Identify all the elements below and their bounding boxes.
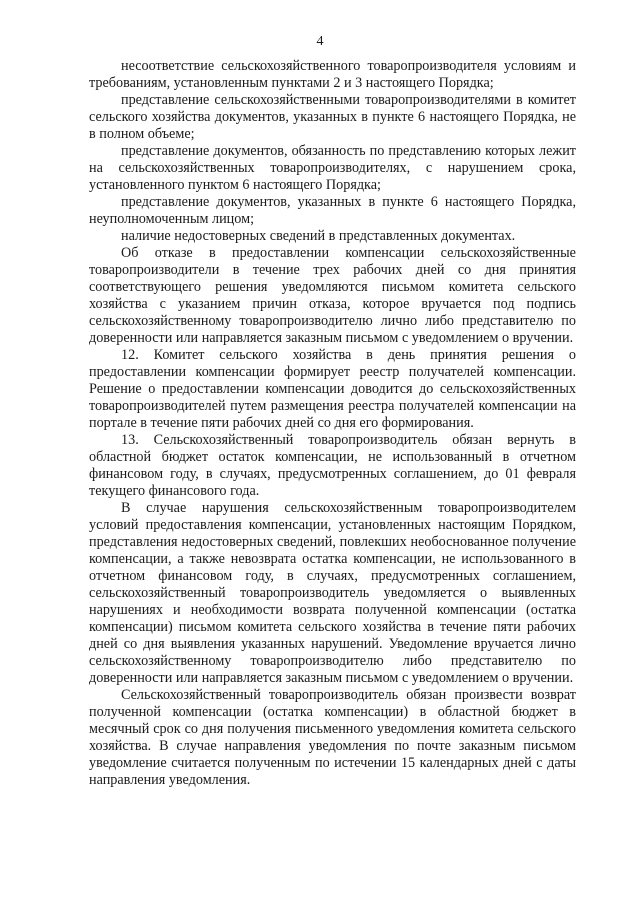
document-body [89,58,576,789]
paragraph-late-documents: представление документов, обязанность по представлению которых лежит на сельскохозяйственных товаропроизводителях, с нарушением срока, установленного пунктом 6 настоящего Порядка; [89,143,576,193]
page-number: 4 [316,34,324,49]
paragraph-condition-mismatch: несоответствие сельскохозяйственного товаропроизводителя условиям и требованиям, установленным пунктами 2 и 3 настоящего Порядка; [89,58,576,91]
paragraph-false-information: наличие недостоверных сведений в представленных документах. [121,228,516,244]
paragraph-unauthorized-person: представление документов, указанных в пункте 6 настоящего Порядка, неуполномоченным лицом; [89,194,576,227]
paragraph-incomplete-documents: представление сельскохозяйственными товаропроизводителями в комитет сельского хозяйства документов, указанных в пункте 6 настоящего Порядка, не в полном объеме; [89,92,576,142]
paragraph-refund-deadline: Сельскохозяйственный товаропроизводитель обязан произвести возврат полученной компенсации (остатка компенсации) в областной бюджет в месячный срок со дня получения письменного уведомления комитета сельского хозяйства. В случае направления уведомления по почте заказным письмом уведомление считается полученным по истечении 15 календарных дней с даты направления уведомления. [89,687,576,788]
paragraph-refusal-notice: Об отказе в предоставлении компенсации сельскохозяйственные товаропроизводители в течение трех рабочих дней со дня принятия соответствующего решения уведомляются письмом комитета сельского хозяйства с указанием причин отказа, которое вручается под подпись сельскохозяйственному товаропроизводителю лично либо представителю по доверенности или направляется заказным письмом с уведомлением о вручении. [89,245,576,346]
paragraph-item-12: 12. Комитет сельского хозяйства в день принятия решения о предоставлении компенсации формирует реестр получателей компенсации. Решение о предоставлении компенсации доводится до сельскохозяйственных товаропроизводителей путем размещения реестра получателей компенсации на портале в течение пяти рабочих дней со дня его формирования. [89,347,576,431]
paragraph-violation-notice: В случае нарушения сельскохозяйственным товаропроизводителем условий предоставления компенсации, установленных настоящим Порядком, представления недостоверных сведений, повлекших необоснованное получение компенсации, а также невозврата остатка компенсации, не использованного в отчетном финансовом году, в случаях, предусмотренных соглашением, сельскохозяйственный товаропроизводитель уведомляется о выявленных нарушениях и необходимости возврата полученной компенсации (остатка компенсации) письмом комитета сельского хозяйства в течение пяти рабочих дней со дня выявления указанных нарушений. Уведомление вручается лично сельскохозяйственному товаропроизводителю либо представителю по доверенности или направляется заказным письмом с уведомлением о вручении. [89,500,576,686]
paragraph-item-13: 13. Сельскохозяйственный товаропроизводитель обязан вернуть в областной бюджет остаток компенсации, не использованный в отчетном финансовом году, в случаях, предусмотренных соглашением, до 01 февраля текущего финансового года. [89,432,576,499]
